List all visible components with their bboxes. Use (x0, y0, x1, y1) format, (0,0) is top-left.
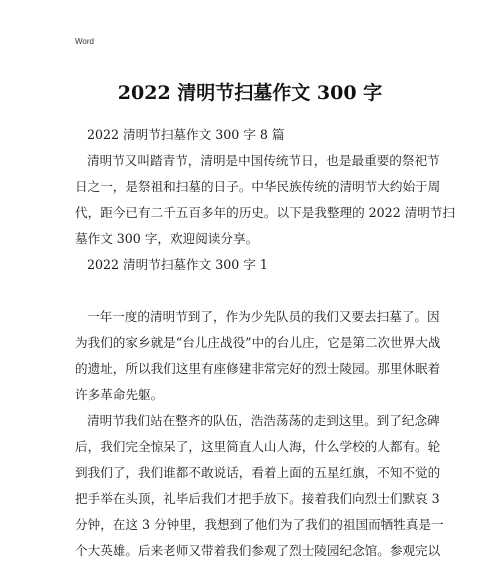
para2-line-6: 个大英雄。后来老师又带着我们参观了烈士陵园纪念馆。参观完以 (75, 543, 441, 558)
para2-line-1: 清明节我们站在整齐的队伍，浩浩荡荡的走到这里。到了纪念碑 (87, 413, 440, 428)
intro-line-3: 代，距今已有二千五百多年的历史。以下是我整理的 2022 清明节扫 (75, 205, 456, 220)
document-body (75, 122, 456, 564)
header-app-label: Word (75, 37, 94, 46)
para2-line-3: 到我们了，我们谁都不敢说话，看着上面的五星红旗，不知不觉的 (75, 465, 441, 480)
intro-line-1: 清明节又叫踏青节，清明是中国传统节日，也是最重要的祭祀节 (87, 153, 440, 168)
para1-line-3: 的遗址，所以我们这里有座修建非常完好的烈士陵园。那里休眠着 (75, 361, 441, 376)
para1-line-4: 许多革命先躯。 (75, 387, 164, 402)
document-title: 2022 清明节扫墓作文 300 字 (117, 82, 383, 104)
subtitle-1: 2022 清明节扫墓作文 300 字 8 篇 (87, 127, 285, 142)
intro-line-2: 日之一，是祭祖和扫墓的日子。中华民族传统的清明节大约始于周 (75, 179, 441, 194)
para2-line-5: 分钟，在这 3 分钟里，我想到了他们为了我们的祖国而牺牲真是一 (75, 517, 444, 532)
para1-line-1: 一年一度的清明节到了，作为少先队员的我们又要去扫墓了。因 (87, 309, 440, 324)
paragraph-gap (87, 278, 427, 304)
subtitle-2: 2022 清明节扫墓作文 300 字 1 (87, 257, 268, 272)
para2-line-4: 把手举在头顶，礼毕后我们才把手放下。接着我们向烈士们默哀 3 (75, 491, 440, 506)
para2-line-2: 后，我们完全惊呆了，这里简直人山人海，什么学校的人都有。轮 (75, 439, 441, 454)
para1-line-2: 为我们的家乡就是“台儿庄战役”中的台儿庄，它是第二次世界大战 (75, 335, 441, 350)
intro-line-4: 墓作文 300 字，欢迎阅读分享。 (75, 231, 259, 246)
